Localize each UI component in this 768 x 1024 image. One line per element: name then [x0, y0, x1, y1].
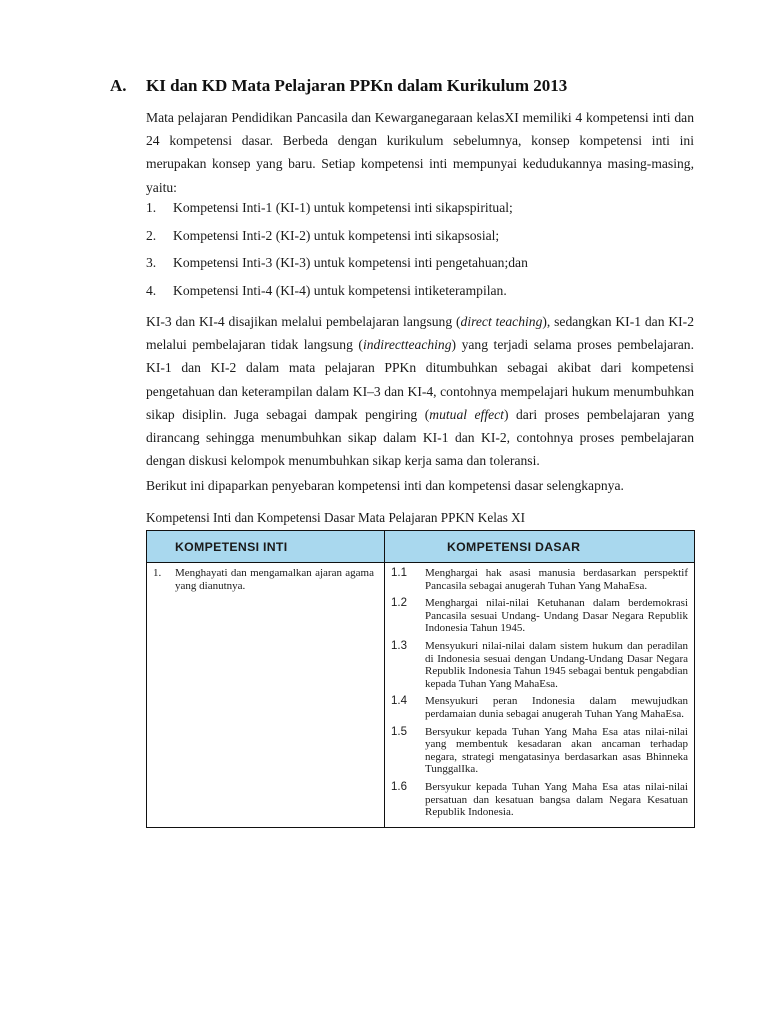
closing-paragraph: Berikut ini dipaparkan penyebaran kompetensi inti dan kompetensi dasar selengkapnya.	[146, 478, 624, 493]
italic-term: direct teaching	[460, 314, 543, 329]
text-run: ), sedangkan KI-1 dan KI-2 melalui pembelajaran tidak langsung (	[146, 314, 694, 353]
ki-number: 1.	[153, 567, 162, 579]
kd-text: Bersyukur kepada Tuhan Yang Maha Esa atas nilai-nilai yang membentuk kesadaran akan ancaman terhadap negara, strategi mengatasinya berdasarkan asas Bhinneka TunggalIka.	[425, 725, 688, 776]
header-kompetensi-inti: KOMPETENSI INTI	[147, 531, 385, 563]
text-run: ) yang terjadi selama proses pembelajaran. KI-1 dan KI-2 dalam mata pelajaran PPKn ditumbuhkan sebagai akibat dari kompetensi pengetahuan dan keterampilan dalam KI–3 dan KI-4, contohnya mempelajari hukum menumbuhkan sikap disiplin. Juga sebagai dampak pengiring (	[146, 337, 694, 422]
section-heading	[110, 76, 567, 96]
ki-cell	[147, 563, 385, 828]
kd-item	[391, 597, 688, 635]
kd-number: 1.2	[391, 597, 407, 610]
ki-item	[153, 567, 378, 592]
teaching-paragraph	[146, 310, 694, 472]
kd-number: 1.6	[391, 780, 407, 793]
kd-number: 1.3	[391, 639, 407, 652]
section-title: KI dan KD Mata Pelajaran PPKn dalam Kurikulum 2013	[146, 76, 568, 95]
kd-text: Mensyukuri peran Indonesia dalam mewujudkan perdamaian dunia sebagai anugerah Tuhan Yang MahaEsa.	[425, 695, 688, 720]
list-item-number: 2.	[146, 227, 157, 243]
kd-number: 1.5	[391, 725, 407, 738]
kd-item	[391, 695, 688, 720]
list-item	[146, 283, 694, 311]
list-item	[146, 255, 694, 283]
kd-text: Menghargai hak asasi manusia berdasarkan perspektif Pancasila sebagai anugerah Tuhan Yang MahaEsa.	[425, 567, 688, 592]
kd-item	[391, 567, 688, 592]
header-kompetensi-dasar: KOMPETENSI DASAR	[385, 531, 695, 563]
text-run: KI-3 dan KI-4 disajikan melalui pembelajaran langsung (	[146, 314, 461, 329]
list-item-number: 3.	[146, 255, 157, 270]
list-item-text: Kompetensi Inti-2 (KI-2) untuk kompetensi inti sikapsosial;	[173, 227, 500, 243]
kd-number: 1.4	[391, 695, 407, 708]
list-item-number: 1.	[146, 200, 157, 215]
list-item	[146, 228, 694, 256]
table-row	[147, 563, 695, 828]
italic-term: indirectteaching	[362, 337, 452, 353]
competency-list	[146, 200, 694, 310]
kd-item	[391, 726, 688, 776]
italic-term: mutual effect	[429, 406, 504, 422]
list-item-text: Kompetensi Inti-1 (KI-1) untuk kompetensi inti sikapspiritual;	[173, 200, 513, 215]
intro-paragraph: Mata pelajaran Pendidikan Pancasila dan Kewarganegaraan kelasXI memiliki 4 kompetensi inti dan 24 kompetensi dasar. Berbeda dengan kurikulum sebelumnya, konsep kompetensi inti ini merupakan konsep yang baru. Setiap kompetensi inti mempunyai kedudukannya masing-masing, yaitu:	[146, 110, 694, 195]
ki-text: Menghayati dan mengamalkan ajaran agama yang dianutnya.	[175, 567, 374, 592]
competency-table	[146, 530, 695, 828]
list-item-text: Kompetensi Inti-3 (KI-3) untuk kompetensi inti pengetahuan;dan	[173, 255, 528, 270]
table-header-row	[147, 531, 695, 563]
section-letter: A.	[110, 76, 127, 95]
text-run: ) dari proses pembelajaran yang dirancang sehingga menumbuhkan sikap dalam KI-1 dan KI-2, contohnya proses pembelajaran dengan diskusi kelompok menumbuhkan sikap kerja sama dan toleransi.	[146, 406, 694, 469]
kd-text: Mensyukuri nilai-nilai dalam sistem hukum dan peradilan di Indonesia sesuai dengan Undang-Undang Dasar Negara Republik Indonesia Tahun 1945 sebagai bentuk pengabdian kepada Tuhan Yang MahaEsa.	[425, 639, 688, 690]
list-item-number: 4.	[146, 282, 157, 298]
table-caption: Kompetensi Inti dan Kompetensi Dasar Mata Pelajaran PPKN Kelas XI	[146, 510, 526, 525]
kd-text: Menghargai nilai-nilai Ketuhanan dalam berdemokrasi Pancasila sesuai Undang- Undang Dasar Negara Republik Indonesia Tahun 1945.	[425, 597, 688, 635]
kd-item	[391, 640, 688, 690]
list-item	[146, 200, 694, 228]
kd-text: Bersyukur kepada Tuhan Yang Maha Esa atas nilai-nilai persatuan dan kesatuan bangsa dalam Negara Kesatuan Republik Indonesia.	[425, 780, 688, 819]
kd-cell	[385, 563, 695, 828]
list-item-text: Kompetensi Inti-4 (KI-4) untuk kompetensi intiketerampilan.	[173, 282, 507, 298]
kd-number: 1.1	[391, 567, 407, 579]
kd-item	[391, 781, 688, 819]
